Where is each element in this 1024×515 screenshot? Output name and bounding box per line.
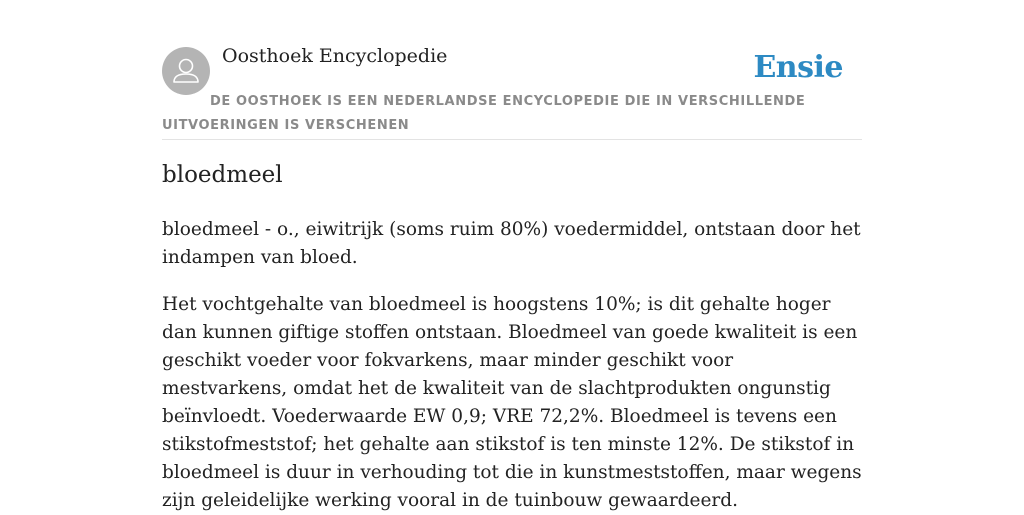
article-title: bloedmeel xyxy=(162,162,283,188)
avatar[interactable] xyxy=(162,47,210,95)
brand-logo[interactable]: Ensie xyxy=(753,50,843,85)
header-divider xyxy=(162,139,862,140)
article-paragraph: bloedmeel - o., eiwitrijk (soms ruim 80%) voedermiddel, ontstaan door het indampen van bloed. xyxy=(162,219,861,268)
article-paragraph: Het vochtgehalte van bloedmeel is hoogstens 10%; is dit gehalte hoger dan kunnen giftige stoffen ontstaan. Bloedmeel van goede kwaliteit is een geschikt voeder voor fokvarkens, maar minder geschikt voor mestvarkens, omdat het de kwaliteit van de slachtprodukten ongunstig beïnvloedt. Voederwaarde EW 0,9; VRE 72,2%. Bloedmeel is tevens een stikstofmeststof; het gehalte aan stikstof is ten minste 12%. De stikstof in bloedmeel is duur in verhouding tot die in kunstmeststoffen, maar wegens zijn geleidelijke werking vooral in de tuinbouw gewaardeerd. xyxy=(162,294,862,511)
source-tagline: DE OOSTHOEK IS EEN NEDERLANDSE ENCYCLOPEDIE DIE IN VERSCHILLENDE UITVOERINGEN IS VERSCHENEN xyxy=(162,94,806,133)
source-name[interactable]: Oosthoek Encyclopedie xyxy=(222,45,448,67)
user-icon xyxy=(162,47,210,95)
